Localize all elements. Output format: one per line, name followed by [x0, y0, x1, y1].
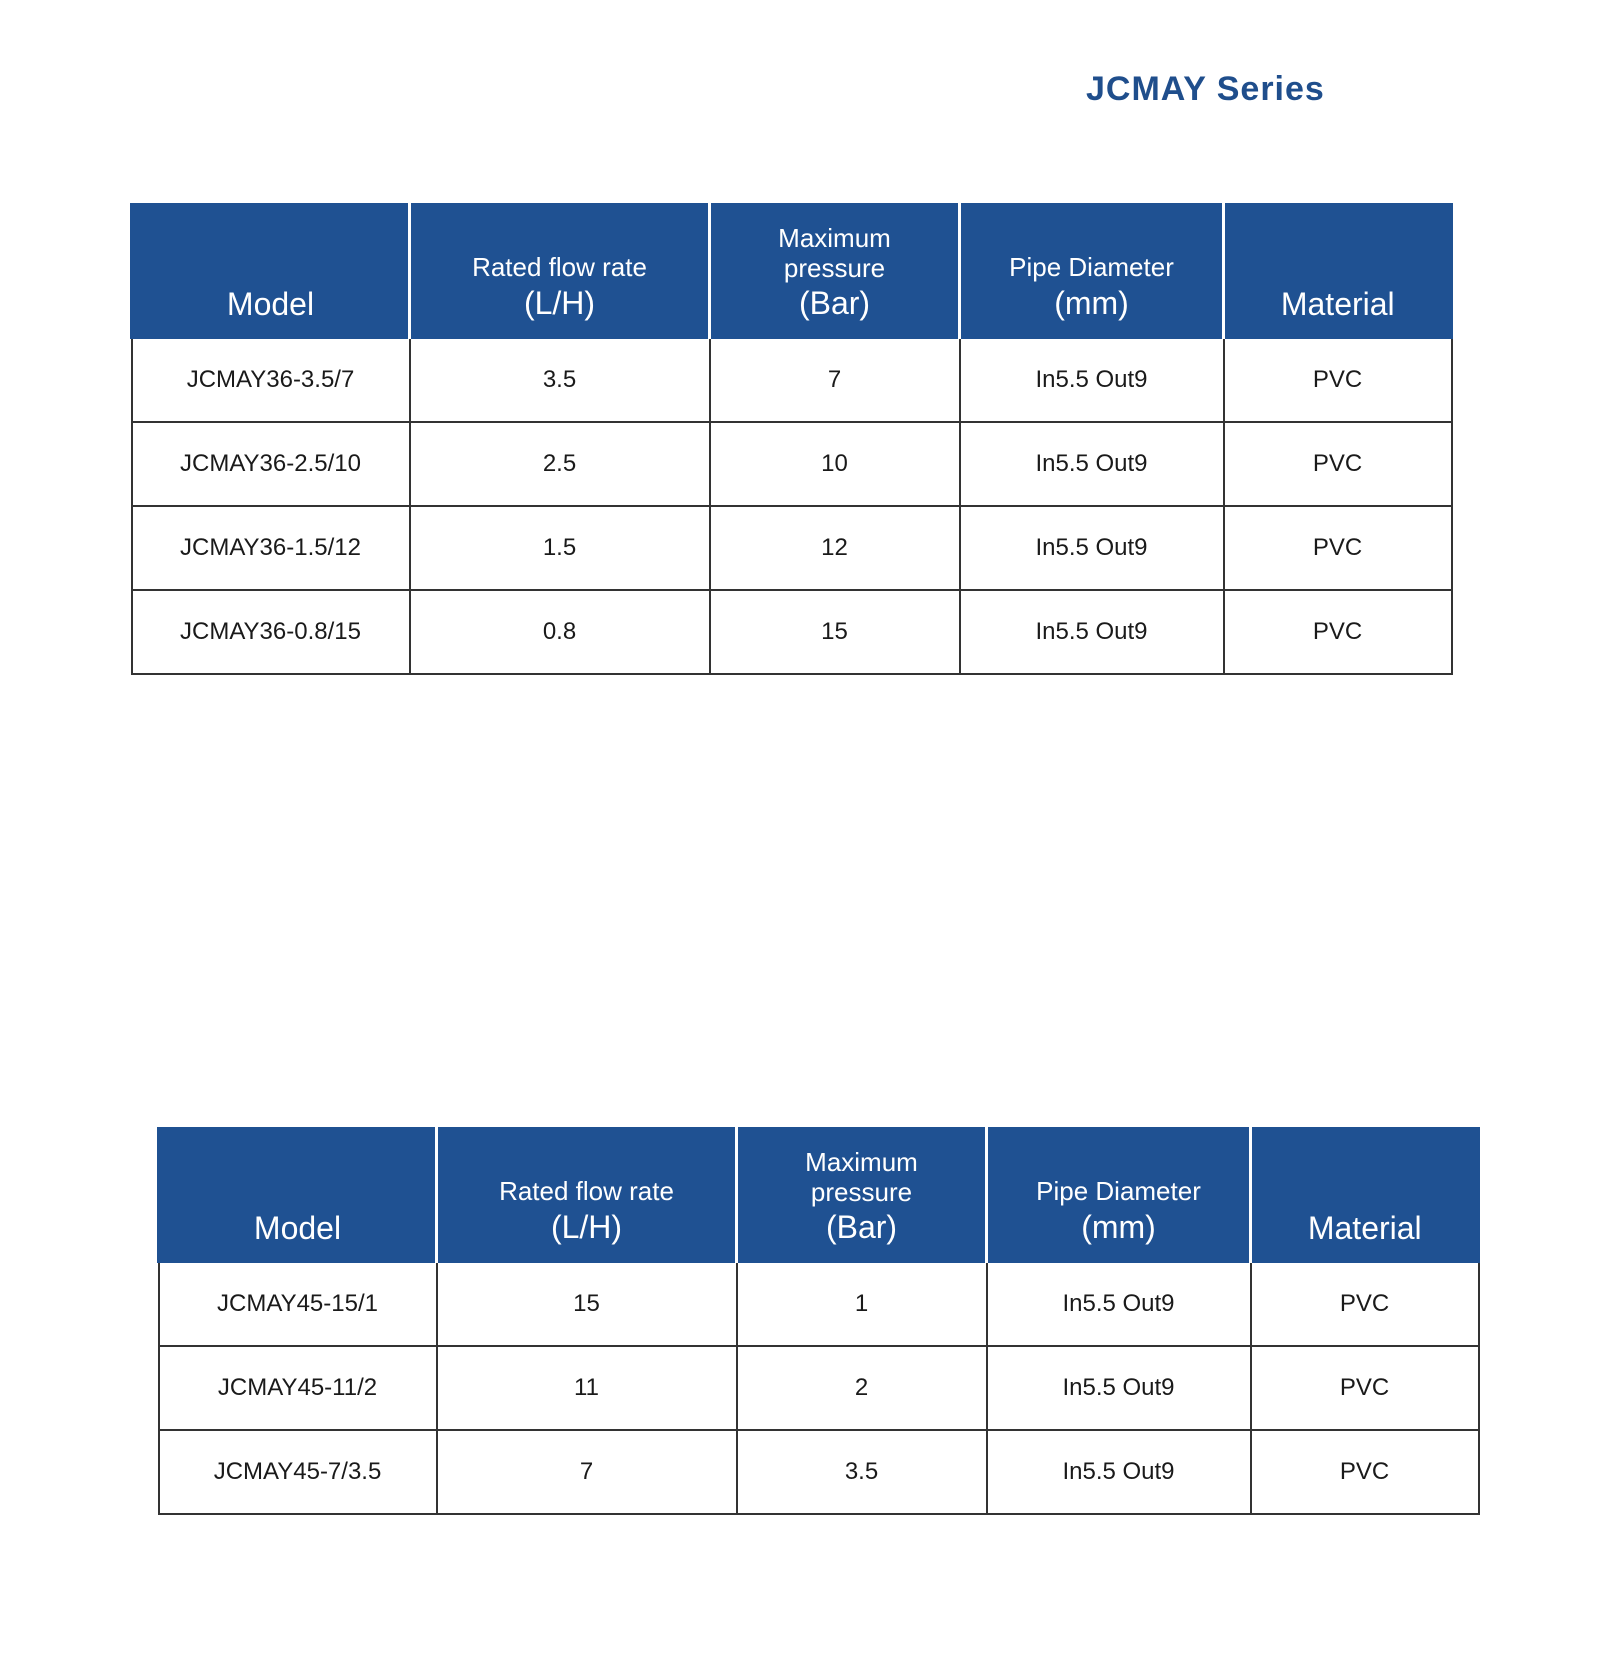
header-flow-label: Rated flow rate	[472, 252, 647, 282]
cell-model: JCMAY36-1.5/12	[132, 506, 410, 590]
cell-max-pressure: 2	[737, 1346, 987, 1430]
header-flow-rate	[410, 204, 710, 338]
cell-max-pressure: 7	[710, 338, 960, 422]
header-pipe-unit: (mm)	[1081, 1209, 1156, 1245]
header-pipe-diameter	[960, 204, 1224, 338]
table-row	[132, 506, 1452, 590]
header-pipe-label: Pipe Diameter	[1009, 252, 1174, 282]
cell-material: PVC	[1224, 590, 1452, 674]
cell-model: JCMAY45-7/3.5	[159, 1430, 437, 1514]
header-material	[1224, 204, 1452, 338]
series-title: JCMAY Series	[1086, 70, 1325, 108]
cell-flow-rate: 1.5	[410, 506, 710, 590]
header-max-pressure	[737, 1128, 987, 1262]
cell-material: PVC	[1251, 1430, 1479, 1514]
spec-table-jcmay36	[130, 203, 1453, 675]
cell-flow-rate: 0.8	[410, 590, 710, 674]
cell-pipe-diameter: In5.5 Out9	[960, 506, 1224, 590]
cell-pipe-diameter: In5.5 Out9	[987, 1262, 1251, 1346]
header-flow-unit: (L/H)	[550, 1209, 623, 1245]
header-pipe-diameter	[987, 1128, 1251, 1262]
cell-flow-rate: 7	[437, 1430, 737, 1514]
cell-material: PVC	[1251, 1346, 1479, 1430]
cell-max-pressure: 10	[710, 422, 960, 506]
cell-material: PVC	[1224, 338, 1452, 422]
header-material-label: Material	[1280, 286, 1395, 322]
header-pressure-label-1: Maximum	[778, 223, 891, 253]
header-pressure-label-2: pressure	[810, 1177, 913, 1207]
header-material	[1251, 1128, 1479, 1262]
cell-model: JCMAY36-3.5/7	[132, 338, 410, 422]
cell-pipe-diameter: In5.5 Out9	[960, 422, 1224, 506]
cell-pipe-diameter: In5.5 Out9	[987, 1430, 1251, 1514]
header-pressure-label-1: Maximum	[805, 1147, 918, 1177]
table-row	[132, 590, 1452, 674]
cell-pipe-diameter: In5.5 Out9	[960, 338, 1224, 422]
spec-table-jcmay45	[157, 1127, 1480, 1515]
header-material-label: Material	[1307, 1210, 1422, 1246]
header-pipe-unit: (mm)	[1054, 285, 1129, 321]
cell-material: PVC	[1224, 506, 1452, 590]
cell-model: JCMAY36-0.8/15	[132, 590, 410, 674]
header-model	[132, 204, 410, 338]
cell-flow-rate: 11	[437, 1346, 737, 1430]
header-pressure-unit: (Bar)	[798, 285, 871, 321]
cell-max-pressure: 1	[737, 1262, 987, 1346]
table-row	[132, 422, 1452, 506]
header-flow-label: Rated flow rate	[499, 1176, 674, 1206]
table-row	[159, 1346, 1479, 1430]
cell-material: PVC	[1251, 1262, 1479, 1346]
cell-max-pressure: 12	[710, 506, 960, 590]
cell-max-pressure: 3.5	[737, 1430, 987, 1514]
table-row	[159, 1430, 1479, 1514]
cell-flow-rate: 2.5	[410, 422, 710, 506]
cell-material: PVC	[1224, 422, 1452, 506]
header-model-label: Model	[253, 1210, 342, 1246]
cell-model: JCMAY36-2.5/10	[132, 422, 410, 506]
header-pressure-unit: (Bar)	[825, 1209, 898, 1245]
table-row	[159, 1262, 1479, 1346]
header-flow-unit: (L/H)	[523, 285, 596, 321]
table-header-row	[132, 204, 1452, 338]
header-flow-rate	[437, 1128, 737, 1262]
cell-flow-rate: 3.5	[410, 338, 710, 422]
table-row	[132, 338, 1452, 422]
header-model	[159, 1128, 437, 1262]
cell-pipe-diameter: In5.5 Out9	[987, 1346, 1251, 1430]
header-model-label: Model	[226, 286, 315, 322]
cell-max-pressure: 15	[710, 590, 960, 674]
header-pressure-label-2: pressure	[783, 253, 886, 283]
table-header-row	[159, 1128, 1479, 1262]
cell-model: JCMAY45-15/1	[159, 1262, 437, 1346]
cell-model: JCMAY45-11/2	[159, 1346, 437, 1430]
cell-pipe-diameter: In5.5 Out9	[960, 590, 1224, 674]
cell-flow-rate: 15	[437, 1262, 737, 1346]
header-pipe-label: Pipe Diameter	[1036, 1176, 1201, 1206]
header-max-pressure	[710, 204, 960, 338]
